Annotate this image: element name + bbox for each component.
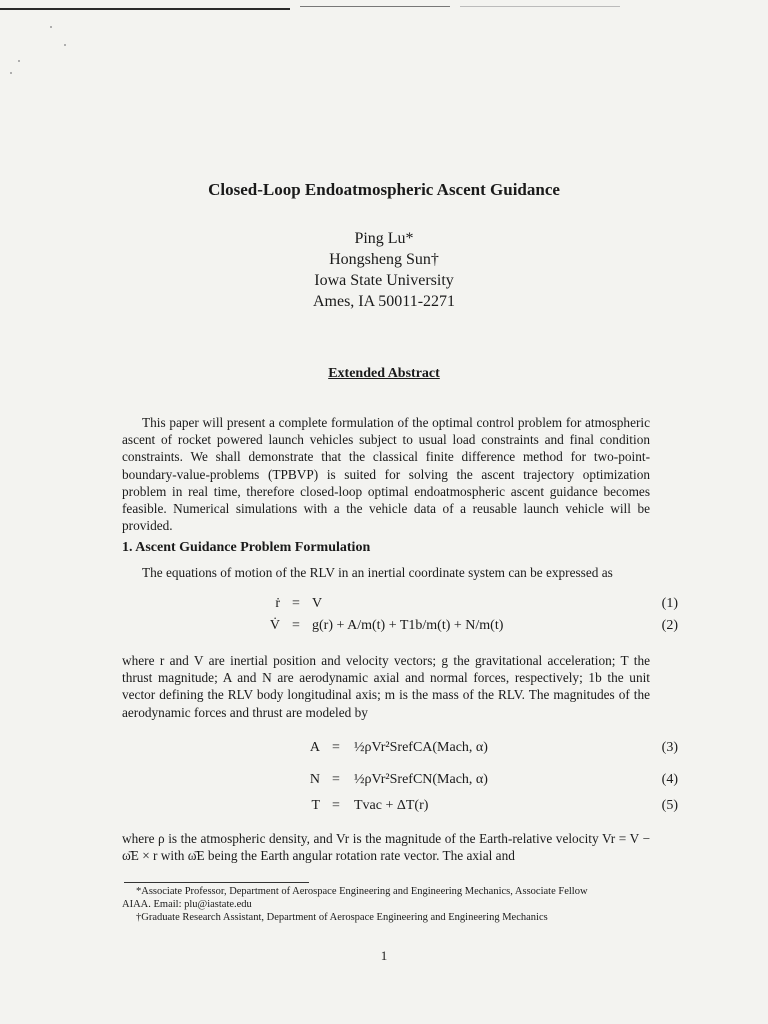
equation-relation: =	[332, 772, 340, 787]
paper-title: Closed-Loop Endoatmospheric Ascent Guidance	[208, 180, 560, 199]
footnote-rule	[124, 882, 309, 883]
footnote: †Graduate Research Assistant, Department of Aerospace Engineering and Engineering Mechanics	[136, 912, 548, 923]
equation-number: (5)	[661, 798, 678, 813]
scan-speck	[18, 60, 20, 62]
equation-number: (2)	[661, 618, 678, 633]
equation-rhs: ½ρVr²SrefCA(Mach, α)	[354, 740, 488, 755]
section-heading: 1. Ascent Guidance Problem Formulation	[122, 540, 371, 555]
equation-rhs: Tvac + ΔT(r)	[354, 798, 429, 813]
author-name: Ping Lu*	[354, 230, 414, 247]
equation-relation: =	[292, 596, 300, 611]
equation-row	[0, 772, 768, 794]
equation-number: (3)	[661, 740, 678, 755]
equation-row	[0, 618, 768, 638]
scan-speck	[50, 26, 52, 28]
equation-lhs: T	[311, 798, 320, 813]
author-block	[0, 228, 768, 312]
footnote: *Associate Professor, Department of Aerospace Engineering and Engineering Mechanics, Associate Fellow	[136, 886, 588, 897]
affiliation: Iowa State University	[314, 272, 454, 289]
extended-abstract-heading: Extended Abstract	[328, 366, 440, 381]
body-paragraph: where r and V are inertial position and velocity vectors; g the gravitational acceleration; T the thrust magnitude; A and N are aerodynamic axial and normal forces, respectively; 1b the unit vector defining the RLV body longitudinal axis; m is the mass of the RLV. The magnitudes of the aerodynamic forces and thrust are modeled by	[122, 653, 650, 720]
scan-speck	[64, 44, 66, 46]
author-name: Hongsheng Sun†	[329, 251, 439, 268]
equation-lhs: V̇	[269, 618, 280, 633]
equation-lhs: A	[309, 740, 320, 755]
equation-number: (4)	[661, 772, 678, 787]
scan-rule	[460, 6, 620, 7]
footnotes	[122, 885, 682, 924]
equation-rhs: V	[312, 596, 323, 611]
footnote: AIAA. Email: plu@iastate.edu	[122, 899, 252, 910]
equation-rhs: g(r) + A/m(t) + T1b/m(t) + N/m(t)	[312, 618, 504, 633]
scan-rule	[300, 6, 450, 7]
abstract-paragraph: This paper will present a complete formulation of the optimal control problem for atmospheric ascent of rocket powered launch vehicles subject to usual load constraints and final condition constraints. We shall demonstrate that the classical finite difference method for two-point-boundary-value-problems (TPBVP) is suited for solving the ascent trajectory optimization problem in real time, therefore closed-loop optimal endoatmospheric ascent guidance becomes feasible. Numerical simulations with a the vehicle data of a reusable launch vehicle will be provided.	[122, 415, 650, 534]
equation-row	[0, 740, 768, 762]
equation-row	[0, 596, 768, 616]
equation-number: (1)	[661, 596, 678, 611]
equation-row	[0, 798, 768, 818]
equation-relation: =	[292, 618, 300, 633]
equation-rhs: ½ρVr²SrefCN(Mach, α)	[354, 772, 488, 787]
equation-lhs: N	[309, 772, 320, 787]
equation-relation: =	[332, 740, 340, 755]
scan-rule	[0, 8, 290, 10]
equation-lhs: ṙ	[275, 596, 280, 611]
scan-speck	[10, 72, 12, 74]
body-paragraph: where ρ is the atmospheric density, and Vr is the magnitude of the Earth-relative velocity Vr = V − ω̄E × r with ω̄E being the Earth angular rotation rate vector. The axial and	[122, 831, 650, 864]
equation-relation: =	[332, 798, 340, 813]
address: Ames, IA 50011-2271	[312, 293, 456, 310]
page-number: 1	[380, 948, 388, 963]
section-intro-text: The equations of motion of the RLV in an inertial coordinate system can be expressed as	[142, 565, 613, 580]
